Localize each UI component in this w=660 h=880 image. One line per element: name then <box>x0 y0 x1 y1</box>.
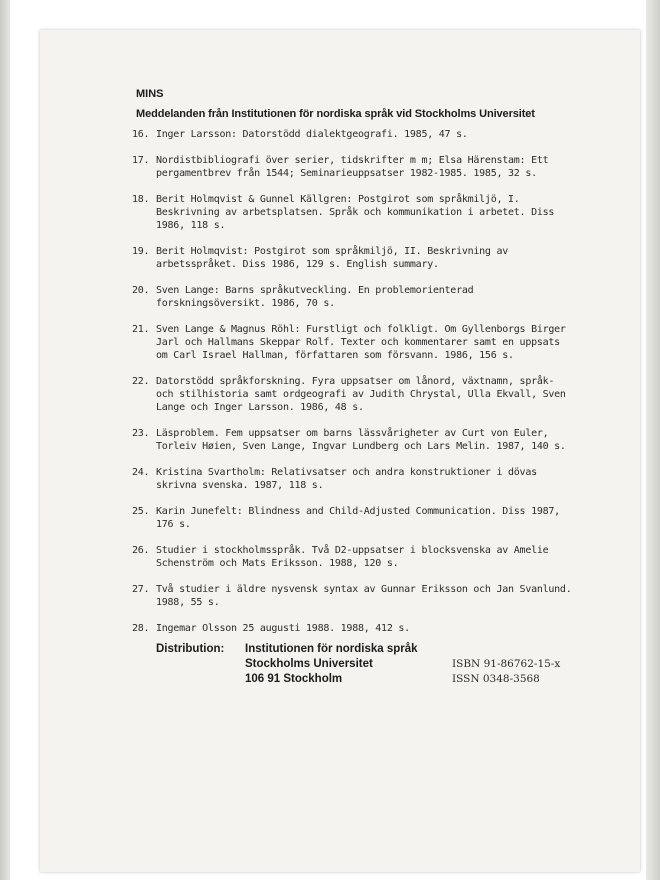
publication-entry <box>132 544 572 570</box>
distribution-label: Distribution: <box>156 643 225 655</box>
publication-entry <box>132 193 572 232</box>
entry-text: Sven Lange: Barns språkutveckling. En problemorienterad forskningsöversikt. 1986, 70 s. <box>156 285 474 309</box>
address-line: Institutionen för nordiska språk <box>245 643 418 655</box>
publication-entry <box>132 622 572 635</box>
address-line: Stockholms Universitet <box>245 658 373 670</box>
background-right <box>646 0 660 880</box>
entry-number: 25. <box>132 506 150 517</box>
publication-entry <box>132 466 572 492</box>
entry-number: 20. <box>132 285 150 296</box>
distribution-address <box>245 642 418 687</box>
entry-number: 17. <box>132 155 150 166</box>
publication-entry <box>132 583 572 609</box>
entry-number: 26. <box>132 545 150 556</box>
series-code: MINS <box>136 88 164 100</box>
entry-text: Läsproblem. Fem uppsatser om barns lässvårigheter av Curt von Euler, Torleiv Høien, Sven Lange, Ingvar Lundberg och Lars Melin. 1987, 140 s. <box>156 428 566 452</box>
entry-text: Nordistbibliografi över serier, tidskrifter m m; Elsa Härenstam: Ett pergamentbrev från 1544; Seminarieuppsatser 1982-1985. 1985, 32 s. <box>156 155 549 179</box>
entry-text: Inger Larsson: Datorstödd dialektgeografi. 1985, 47 s. <box>156 129 468 140</box>
isbn: ISBN 91-86762-15-x <box>452 658 561 670</box>
publication-entry <box>132 505 572 531</box>
isbn-issn <box>452 657 560 687</box>
publication-entry <box>132 154 572 180</box>
entry-text: Ingemar Olsson 25 augusti 1988. 1988, 412 s. <box>156 623 410 634</box>
publication-list <box>132 128 572 648</box>
entry-text: Kristina Svartholm: Relativsatser och andra konstruktioner i dövas skrivna svenska. 1987, 118 s. <box>156 467 537 491</box>
entry-text: Berit Holmqvist: Postgirot som språkmiljö, II. Beskrivning av arbetsspråket. Diss 1986, 129 s. English summary. <box>156 246 509 270</box>
entry-number: 21. <box>132 324 150 335</box>
entry-number: 19. <box>132 246 150 257</box>
issn: ISSN 0348-3568 <box>452 673 540 685</box>
series-title: Meddelanden från Institutionen för nordiska språk vid Stockholms Universitet <box>136 108 535 120</box>
background-left <box>0 0 10 880</box>
publication-entry <box>132 323 572 362</box>
publication-entry <box>132 245 572 271</box>
entry-number: 18. <box>132 194 150 205</box>
publication-entry <box>132 375 572 414</box>
entry-number: 22. <box>132 376 150 387</box>
publication-entry <box>132 427 572 453</box>
entry-text: Studier i stockholmsspråk. Två D2-uppsatser i blocksvenska av Amelie Schenström och Mats Eriksson. 1988, 120 s. <box>156 545 549 569</box>
entry-number: 27. <box>132 584 150 595</box>
entry-text: Sven Lange & Magnus Röhl: Furstligt och folkligt. Om Gyllenborgs Birger Jarl och Hallmans Skeppar Rolf. Texter och kommentarer samt en uppsats om Carl Israel Hallman, författaren som försvann. 1986, 156 s. <box>156 324 566 361</box>
address-line: 106 91 Stockholm <box>245 673 343 685</box>
entry-text: Karin Junefelt: Blindness and Child-Adjusted Communication. Diss 1987, 176 s. <box>156 506 560 530</box>
entry-text: Datorstödd språkforskning. Fyra uppsatser om lånord, växtnamn, språk- och stilhistoria samt ordgeografi av Judith Chrystal, Ulla Ekvall, Sven Lange och Inger Larsson. 1986, 48 s. <box>156 376 566 413</box>
entry-number: 23. <box>132 428 150 439</box>
entry-text: Två studier i äldre nysvensk syntax av Gunnar Eriksson och Jan Svanlund. 1988, 55 s. <box>156 584 572 608</box>
publication-entry <box>132 128 572 141</box>
entry-number: 16. <box>132 129 150 140</box>
entry-number: 24. <box>132 467 150 478</box>
entry-number: 28. <box>132 623 150 634</box>
publication-entry <box>132 284 572 310</box>
entry-text: Berit Holmqvist & Gunnel Källgren: Postgirot som språkmiljö, I. Beskrivning av arbetsplatsen. Språk och kommunikation i arbetet. Diss 1986, 118 s. <box>156 194 555 231</box>
